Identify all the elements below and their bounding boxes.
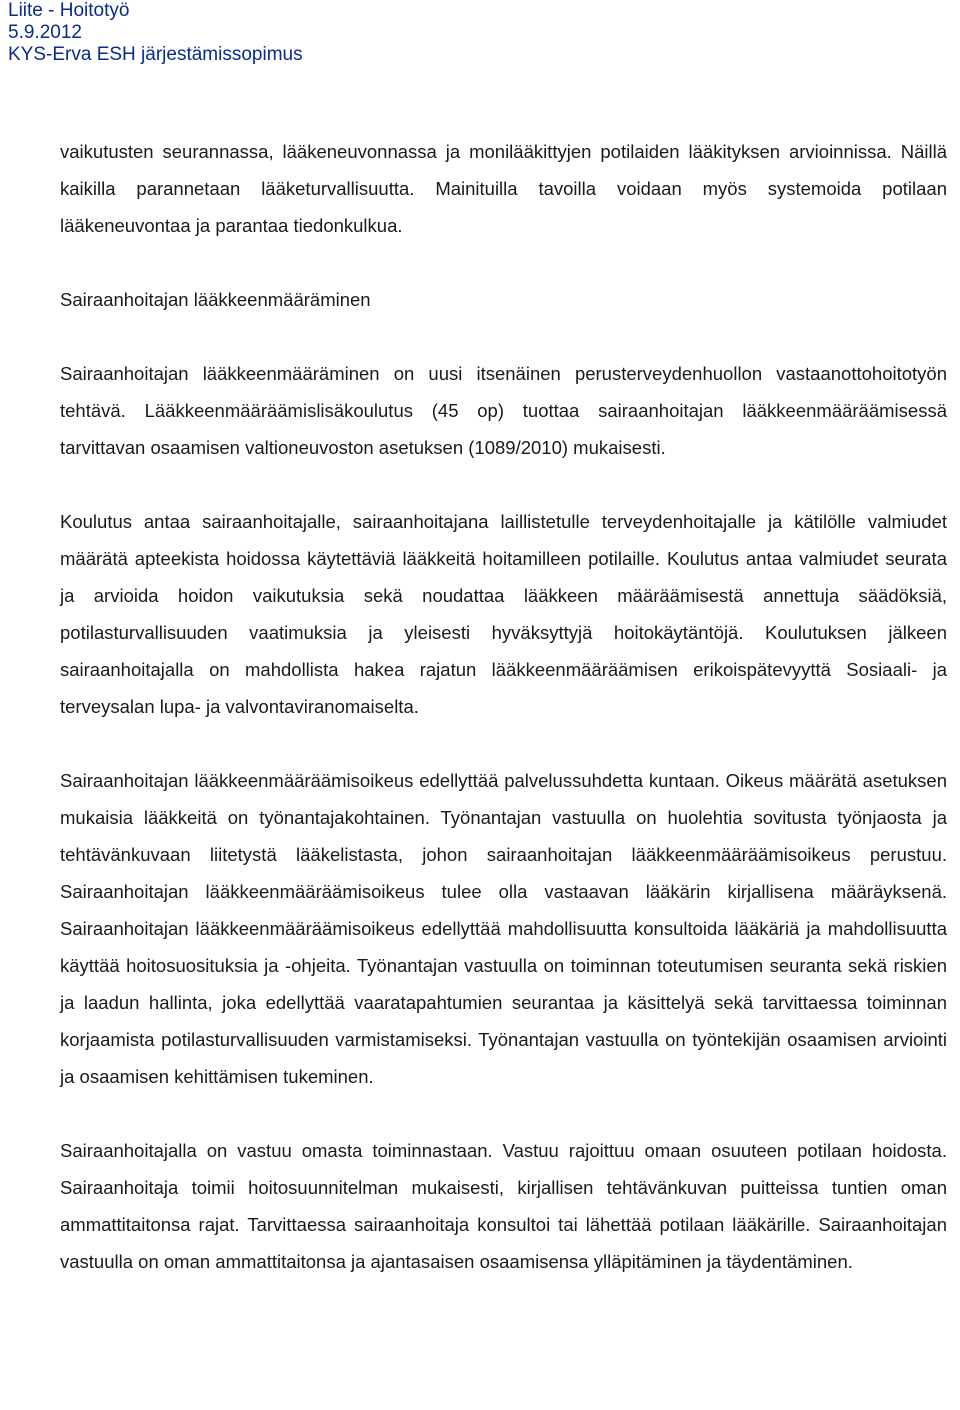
- header-agreement: KYS-Erva ESH järjestämissopimus: [8, 44, 303, 65]
- paragraph-employer-responsibility: Sairaanhoitajan lääkkeenmääräämisoikeus edellyttää palvelussuhdetta kuntaan. Oikeus määrätä asetuksen mukaisia lääkkeitä on työnantajakohtainen. Työnantajan vastuulla on huolehtia sovitusta työnjaosta ja tehtävänkuvaan liitetystä lääkelistasta, johon sairaanhoitajan lääkkeenmääräämisoikeus perustuu. Sairaanhoitajan lääkkeenmääräämisoikeus tulee olla vastaavan lääkärin kirjallisena määräyksenä. Sairaanhoitajan lääkkeenmääräämisoikeus edellyttää mahdollisuutta konsultoida lääkäriä ja mahdollisuutta käyttää hoitosuosituksia ja -ohjeita. Työnantajan vastuulla on toiminnan toteutumisen seuranta sekä riskien ja laadun hallinta, joka edellyttää vaaratapahtumien seurantaa ja käsittelyä sekä tarvittaessa toiminnan korjaamista potilasturvallisuuden varmistamiseksi. Työnantajan vastuulla on työntekijän osaamisen arviointi ja osaamisen kehittämisen tukeminen.: [60, 770, 947, 1087]
- document-body: [60, 133, 947, 1280]
- header-title: Liite - Hoitotyö: [8, 0, 130, 21]
- header-date: 5.9.2012: [8, 22, 82, 43]
- paragraph-prescribing-intro: Sairaanhoitajan lääkkeenmääräminen on uusi itsenäinen perusterveydenhuollon vastaanottohoitotyön tehtävä. Lääkkeenmääräämislisäkoulutus (45 op) tuottaa sairaanhoitajan lääkkeenmääräämisessä tarvittavan osaamisen valtioneuvoston asetuksen (1089/2010) mukaisesti.: [60, 363, 947, 458]
- paragraph-medication-review: vaikutusten seurannassa, lääkeneuvonnassa ja monilääkittyjen potilaiden lääkityksen arvioinnissa. Näillä kaikilla parannetaan lääketurvallisuutta. Mainituilla tavoilla voidaan myös systemoida potilaan lääkeneuvontaa ja parantaa tiedonkulkua.: [60, 141, 947, 236]
- section-heading: Sairaanhoitajan lääkkeenmääräminen: [60, 289, 371, 310]
- paragraph-training: Koulutus antaa sairaanhoitajalle, sairaanhoitajana laillistetulle terveydenhoitajalle ja kätilölle valmiudet määrätä apteekista hoidossa käytettäviä lääkkeitä hoitamilleen potilaille. Koulutus antaa valmiudet seurata ja arvioida hoidon vaikutuksia sekä noudattaa lääkkeen määräämisestä annettuja säädöksiä, potilasturvallisuuden vaatimuksia ja yleisesti hyväksyttyjä hoitokäytäntöjä. Koulutuksen jälkeen sairaanhoitajalla on mahdollista hakea rajatun lääkkeenmääräämisen erikoispätevyyttä Sosiaali- ja terveysalan lupa- ja valvontaviranomaiselta.: [60, 511, 947, 717]
- document-header: [8, 0, 303, 66]
- paragraph-nurse-responsibility: Sairaanhoitajalla on vastuu omasta toiminnastaan. Vastuu rajoittuu omaan osuuteen potilaan hoidosta. Sairaanhoitaja toimii hoitosuunnitelman mukaisesti, kirjallisen tehtävänkuvan puitteissa tuntien oman ammattitaitonsa rajat. Tarvittaessa sairaanhoitaja konsultoi tai lähettää potilaan lääkärille. Sairaanhoitajan vastuulla on oman ammattitaitonsa ja ajantasaisen osaamisensa ylläpitäminen ja täydentäminen.: [60, 1140, 947, 1272]
